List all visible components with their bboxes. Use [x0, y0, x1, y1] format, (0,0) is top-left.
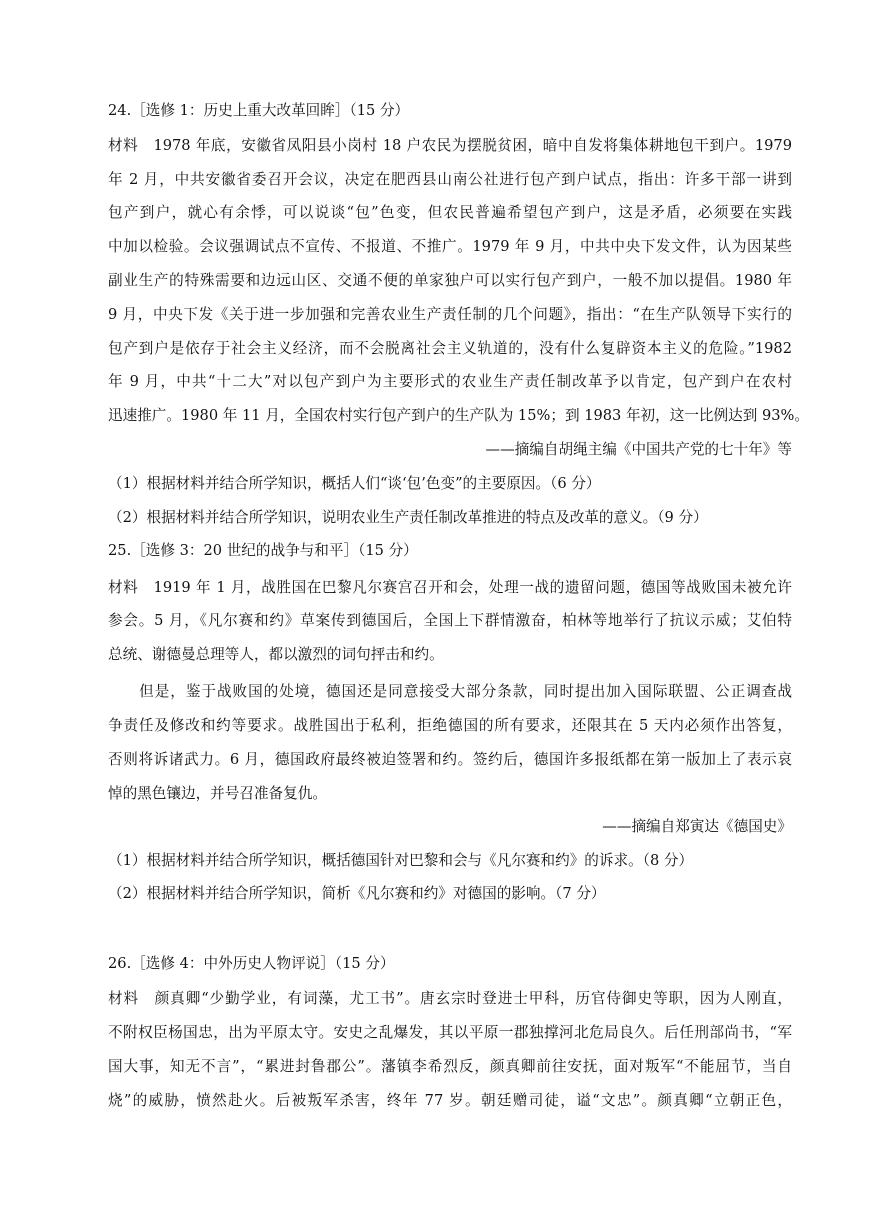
- q25-question-1: （1）根据材料并结合所学知识，概括德国针对巴黎和会与《凡尔赛和约》的诉求。（8 分）: [108, 852, 694, 869]
- q24-question-2: （2）根据材料并结合所学知识，说明农业生产责任制改革推进的特点及改革的意义。（9 分）: [108, 509, 708, 526]
- q24-header: 24.［选修 1：历史上重大改革回眸］（15 分）: [108, 102, 410, 119]
- q25-material-line: 悼的黑色镶边，并号召准备复仇。: [108, 785, 327, 802]
- q24-material-line: 9 月，中央下发《关于进一步加强和完善农业生产责任制的几个问题》，指出：“在生产队领导下实行的: [108, 306, 792, 323]
- q24-material-line: 迅速推广。1980 年 11 月，全国农村实行包产到户的生产队为 15%；到 1983 年初，这一比例达到 93%。: [108, 407, 809, 424]
- q25-material-line: 总统、谢德曼总理等人，都以激烈的词句抨击和约。: [108, 646, 444, 663]
- q24-material-line: 材料 1978 年底，安徽省凤阳县小岗村 18 户农民为摆脱贫困，暗中自发将集体耕地包干到户。1979: [108, 137, 792, 154]
- q24-material-line: 副业生产的特殊需要和边远山区、交通不便的单家独户可以实行包产到户，一般不加以提倡。1980 年: [108, 272, 792, 289]
- q24-material-line: 包产到户是依存于社会主义经济，而不会脱离社会主义轨道的，没有什么复辟资本主义的危险。”1982: [108, 340, 792, 357]
- q26-material-line: 不附权臣杨国忠，出为平原太守。安史之乱爆发，其以平原一郡独撑河北危局良久。后任刑部尚书，“军: [108, 1024, 792, 1041]
- q26-material-line: 烧”的威胁，愤然赴火。后被叛军杀害，终年 77 岁。朝廷赠司徒，谥“文忠”。颜真卿“立朝正色，: [108, 1092, 792, 1109]
- q25-material-line: 但是，鉴于战败国的处境，德国还是同意接受大部分条款，同时提出加入国际联盟、公正调查战: [108, 683, 792, 700]
- q25-material-line: 争责任及修改和约等要求。战胜国出于私利，拒绝德国的所有要求，还限其在 5 天内必须作出答复，: [108, 717, 792, 734]
- q25-material-line: 材料 1919 年 1 月，战胜国在巴黎凡尔赛宫召开和会，处理一战的遗留问题，德国等战败国未被允许: [108, 579, 792, 596]
- q24-material-line: 包产到户，就心有余悸，可以说谈“包”色变，但农民普遍希望包产到户，这是矛盾，必须要在实践: [108, 204, 792, 221]
- q25-material-line: 否则将诉诸武力。6 月，德国政府最终被迫签署和约。签约后，德国许多报纸都在第一版加上了表示哀: [108, 751, 792, 768]
- q26-material-line: 材料 颜真卿“少勤学业，有词藻，尤工书”。唐玄宗时登进士甲科，历官侍御史等职，因为人刚直，: [108, 990, 792, 1007]
- q25-source: ——摘编自郑寅达《德国史》: [602, 818, 792, 835]
- q26-material-line: 国大事，知无不言”，“累进封鲁郡公”。藩镇李希烈反，颜真卿前往安抚，面对叛军“不能屈节，当自: [108, 1058, 792, 1075]
- q24-material-line: 中加以检验。会议强调试点不宣传、不报道、不推广。1979 年 9 月，中共中央下发文件，认为因某些: [108, 238, 792, 255]
- q24-source: ——摘编自胡绳主编《中国共产党的七十年》等: [485, 441, 792, 458]
- q24-material-line: 年 9 月，中共“十二大”对以包产到户为主要形式的农业生产责任制改革予以肯定，包产到户在农村: [108, 373, 792, 390]
- q25-material-line: 参会。5 月，《凡尔赛和约》草案传到德国后，全国上下群情激奋，柏林等地举行了抗议示威；艾伯特: [108, 612, 792, 629]
- q25-question-2: （2）根据材料并结合所学知识，简析《凡尔赛和约》对德国的影响。（7 分）: [108, 885, 606, 902]
- q24-material-line: 年 2 月，中共安徽省委召开会议，决定在肥西县山南公社进行包产到户试点，指出：许多干部一讲到: [108, 171, 792, 188]
- q25-header: 25.［选修 3：20 世纪的战争与和平］（15 分）: [108, 542, 418, 559]
- q24-question-1: （1）根据材料并结合所学知识，概括人们“谈‘包’色变”的主要原因。（6 分）: [108, 475, 601, 492]
- q26-header: 26.［选修 4：中外历史人物评说］（15 分）: [108, 955, 395, 972]
